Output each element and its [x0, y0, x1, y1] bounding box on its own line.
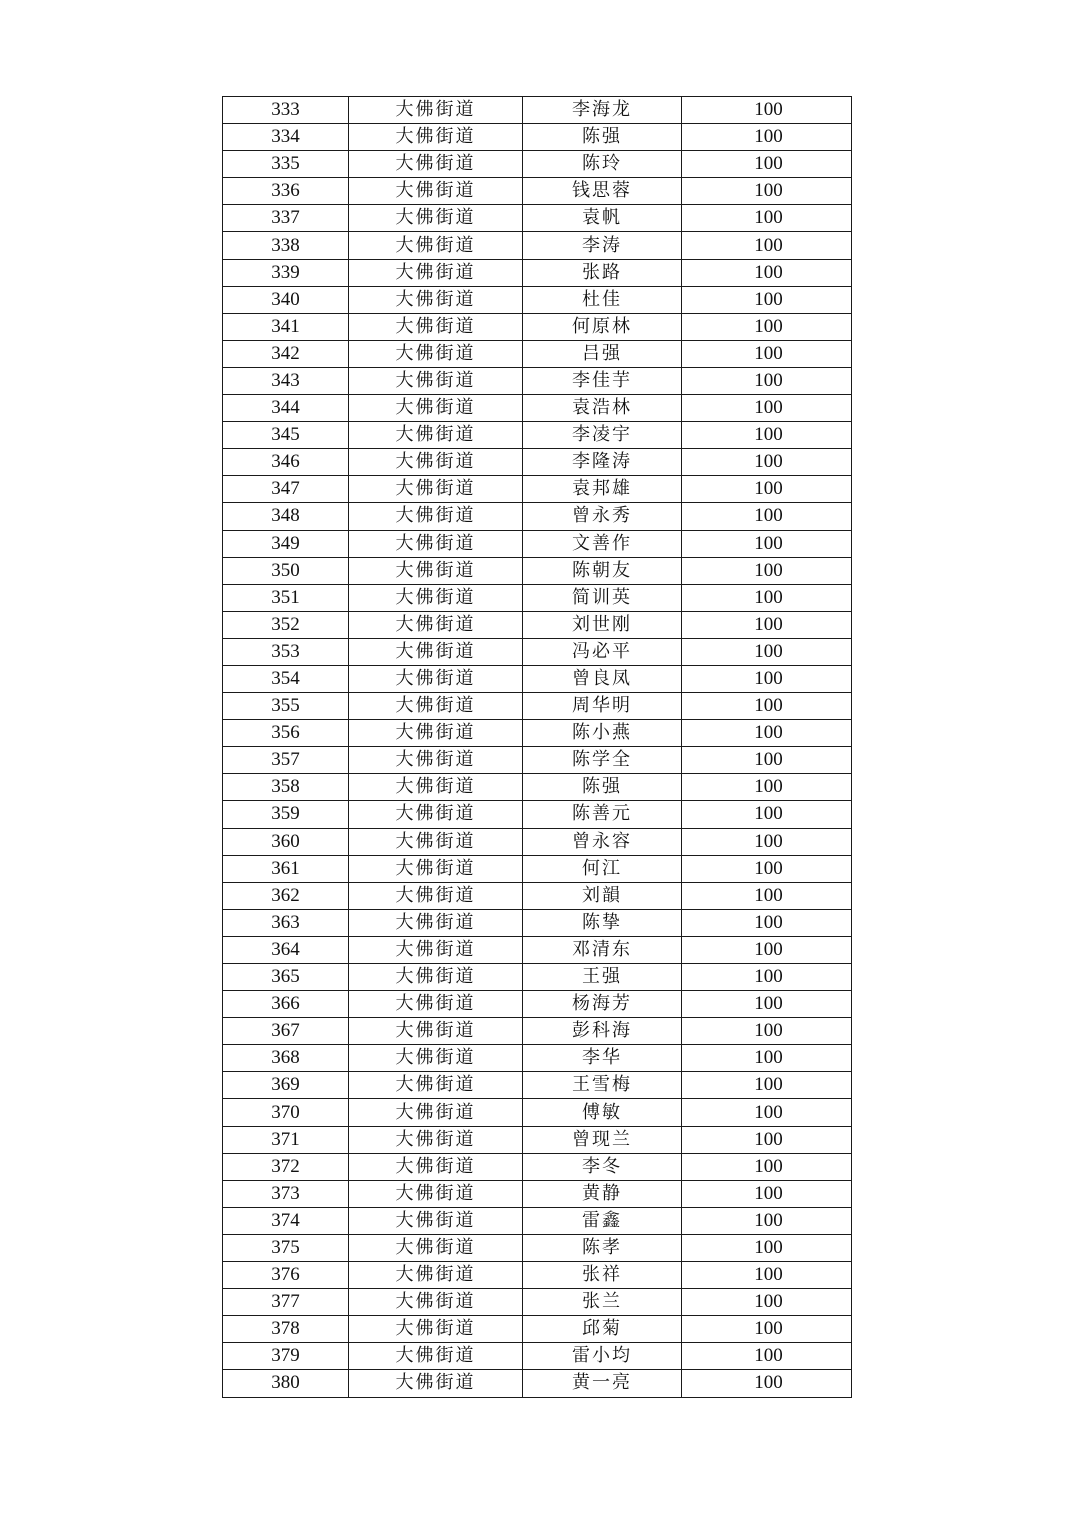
table-row — [223, 395, 852, 422]
amount-cell: 100 — [682, 936, 852, 963]
amount-cell: 100 — [682, 151, 852, 178]
amount-cell: 100 — [682, 991, 852, 1018]
amount-cell: 100 — [682, 964, 852, 991]
table-row — [223, 611, 852, 638]
amount-cell: 100 — [682, 693, 852, 720]
name-cell: 张路 — [523, 259, 682, 286]
table-row — [223, 1207, 852, 1234]
name-cell: 李隆涛 — [523, 449, 682, 476]
table-row — [223, 882, 852, 909]
name-cell: 陈玲 — [523, 151, 682, 178]
name-cell: 邓清东 — [523, 936, 682, 963]
street-cell: 大佛街道 — [349, 476, 523, 503]
name-cell: 简训英 — [523, 584, 682, 611]
row-number-cell: 373 — [223, 1180, 349, 1207]
amount-cell: 100 — [682, 422, 852, 449]
row-number-cell: 362 — [223, 882, 349, 909]
table-row — [223, 259, 852, 286]
table-row — [223, 232, 852, 259]
table-row — [223, 124, 852, 151]
street-cell: 大佛街道 — [349, 1262, 523, 1289]
table-row — [223, 1289, 852, 1316]
roster-table-body — [223, 97, 852, 1398]
amount-cell: 100 — [682, 340, 852, 367]
name-cell: 文善作 — [523, 530, 682, 557]
street-cell: 大佛街道 — [349, 1207, 523, 1234]
name-cell: 李冬 — [523, 1153, 682, 1180]
name-cell: 张兰 — [523, 1289, 682, 1316]
amount-cell: 100 — [682, 747, 852, 774]
amount-cell: 100 — [682, 557, 852, 584]
name-cell: 袁浩林 — [523, 395, 682, 422]
amount-cell: 100 — [682, 611, 852, 638]
amount-cell: 100 — [682, 259, 852, 286]
table-row — [223, 367, 852, 394]
amount-cell: 100 — [682, 178, 852, 205]
row-number-cell: 365 — [223, 964, 349, 991]
street-cell: 大佛街道 — [349, 503, 523, 530]
row-number-cell: 342 — [223, 340, 349, 367]
table-row — [223, 97, 852, 124]
name-cell: 黄静 — [523, 1180, 682, 1207]
amount-cell: 100 — [682, 1316, 852, 1343]
name-cell: 袁邦雄 — [523, 476, 682, 503]
name-cell: 何原林 — [523, 313, 682, 340]
name-cell: 李华 — [523, 1045, 682, 1072]
table-row — [223, 855, 852, 882]
amount-cell: 100 — [682, 232, 852, 259]
street-cell: 大佛街道 — [349, 665, 523, 692]
street-cell: 大佛街道 — [349, 1126, 523, 1153]
row-number-cell: 376 — [223, 1262, 349, 1289]
row-number-cell: 368 — [223, 1045, 349, 1072]
name-cell: 黄一亮 — [523, 1370, 682, 1397]
row-number-cell: 341 — [223, 313, 349, 340]
name-cell: 邱菊 — [523, 1316, 682, 1343]
row-number-cell: 377 — [223, 1289, 349, 1316]
street-cell: 大佛街道 — [349, 1370, 523, 1397]
amount-cell: 100 — [682, 503, 852, 530]
amount-cell: 100 — [682, 449, 852, 476]
table-row — [223, 1045, 852, 1072]
row-number-cell: 375 — [223, 1234, 349, 1261]
table-row — [223, 1180, 852, 1207]
row-number-cell: 361 — [223, 855, 349, 882]
row-number-cell: 369 — [223, 1072, 349, 1099]
street-cell: 大佛街道 — [349, 259, 523, 286]
table-row — [223, 584, 852, 611]
name-cell: 陈善元 — [523, 801, 682, 828]
street-cell: 大佛街道 — [349, 882, 523, 909]
name-cell: 陈小燕 — [523, 720, 682, 747]
name-cell: 刘世刚 — [523, 611, 682, 638]
amount-cell: 100 — [682, 1099, 852, 1126]
street-cell: 大佛街道 — [349, 205, 523, 232]
table-row — [223, 665, 852, 692]
amount-cell: 100 — [682, 1018, 852, 1045]
amount-cell: 100 — [682, 395, 852, 422]
name-cell: 傅敏 — [523, 1099, 682, 1126]
table-row — [223, 530, 852, 557]
row-number-cell: 358 — [223, 774, 349, 801]
table-row — [223, 1370, 852, 1397]
amount-cell: 100 — [682, 584, 852, 611]
name-cell: 李凌宇 — [523, 422, 682, 449]
table-row — [223, 1018, 852, 1045]
street-cell: 大佛街道 — [349, 124, 523, 151]
row-number-cell: 344 — [223, 395, 349, 422]
table-row — [223, 449, 852, 476]
street-cell: 大佛街道 — [349, 530, 523, 557]
street-cell: 大佛街道 — [349, 936, 523, 963]
amount-cell: 100 — [682, 1234, 852, 1261]
table-row — [223, 1316, 852, 1343]
row-number-cell: 357 — [223, 747, 349, 774]
name-cell: 李佳芋 — [523, 367, 682, 394]
row-number-cell: 371 — [223, 1126, 349, 1153]
row-number-cell: 339 — [223, 259, 349, 286]
row-number-cell: 353 — [223, 638, 349, 665]
street-cell: 大佛街道 — [349, 313, 523, 340]
table-row — [223, 1072, 852, 1099]
table-row — [223, 1343, 852, 1370]
amount-cell: 100 — [682, 124, 852, 151]
table-row — [223, 1234, 852, 1261]
amount-cell: 100 — [682, 530, 852, 557]
street-cell: 大佛街道 — [349, 774, 523, 801]
amount-cell: 100 — [682, 1262, 852, 1289]
row-number-cell: 338 — [223, 232, 349, 259]
amount-cell: 100 — [682, 286, 852, 313]
row-number-cell: 337 — [223, 205, 349, 232]
row-number-cell: 367 — [223, 1018, 349, 1045]
street-cell: 大佛街道 — [349, 178, 523, 205]
street-cell: 大佛街道 — [349, 97, 523, 124]
name-cell: 刘韻 — [523, 882, 682, 909]
name-cell: 陈孝 — [523, 1234, 682, 1261]
name-cell: 陈挚 — [523, 909, 682, 936]
table-row — [223, 936, 852, 963]
street-cell: 大佛街道 — [349, 855, 523, 882]
street-cell: 大佛街道 — [349, 1018, 523, 1045]
amount-cell: 100 — [682, 1343, 852, 1370]
street-cell: 大佛街道 — [349, 1072, 523, 1099]
row-number-cell: 350 — [223, 557, 349, 584]
street-cell: 大佛街道 — [349, 747, 523, 774]
row-number-cell: 349 — [223, 530, 349, 557]
row-number-cell: 343 — [223, 367, 349, 394]
amount-cell: 100 — [682, 313, 852, 340]
table-row — [223, 205, 852, 232]
table-row — [223, 638, 852, 665]
row-number-cell: 336 — [223, 178, 349, 205]
row-number-cell: 335 — [223, 151, 349, 178]
street-cell: 大佛街道 — [349, 367, 523, 394]
amount-cell: 100 — [682, 1045, 852, 1072]
street-cell: 大佛街道 — [349, 422, 523, 449]
amount-cell: 100 — [682, 1180, 852, 1207]
table-row — [223, 286, 852, 313]
amount-cell: 100 — [682, 855, 852, 882]
street-cell: 大佛街道 — [349, 638, 523, 665]
amount-cell: 100 — [682, 882, 852, 909]
row-number-cell: 348 — [223, 503, 349, 530]
street-cell: 大佛街道 — [349, 909, 523, 936]
street-cell: 大佛街道 — [349, 801, 523, 828]
table-row — [223, 720, 852, 747]
amount-cell: 100 — [682, 909, 852, 936]
table-row — [223, 693, 852, 720]
name-cell: 曾现兰 — [523, 1126, 682, 1153]
street-cell: 大佛街道 — [349, 1153, 523, 1180]
name-cell: 李涛 — [523, 232, 682, 259]
name-cell: 何江 — [523, 855, 682, 882]
row-number-cell: 374 — [223, 1207, 349, 1234]
row-number-cell: 352 — [223, 611, 349, 638]
table-row — [223, 313, 852, 340]
row-number-cell: 345 — [223, 422, 349, 449]
street-cell: 大佛街道 — [349, 964, 523, 991]
street-cell: 大佛街道 — [349, 1343, 523, 1370]
street-cell: 大佛街道 — [349, 720, 523, 747]
name-cell: 曾永容 — [523, 828, 682, 855]
table-row — [223, 422, 852, 449]
amount-cell: 100 — [682, 476, 852, 503]
table-row — [223, 1099, 852, 1126]
table-row — [223, 557, 852, 584]
street-cell: 大佛街道 — [349, 1099, 523, 1126]
row-number-cell: 351 — [223, 584, 349, 611]
table-row — [223, 747, 852, 774]
name-cell: 陈强 — [523, 124, 682, 151]
amount-cell: 100 — [682, 774, 852, 801]
row-number-cell: 340 — [223, 286, 349, 313]
row-number-cell: 378 — [223, 1316, 349, 1343]
amount-cell: 100 — [682, 1126, 852, 1153]
street-cell: 大佛街道 — [349, 286, 523, 313]
roster-sheet — [222, 96, 851, 1398]
street-cell: 大佛街道 — [349, 1045, 523, 1072]
name-cell: 陈朝友 — [523, 557, 682, 584]
table-row — [223, 909, 852, 936]
name-cell: 雷鑫 — [523, 1207, 682, 1234]
row-number-cell: 334 — [223, 124, 349, 151]
row-number-cell: 359 — [223, 801, 349, 828]
name-cell: 陈学全 — [523, 747, 682, 774]
name-cell: 王雪梅 — [523, 1072, 682, 1099]
name-cell: 曾永秀 — [523, 503, 682, 530]
street-cell: 大佛街道 — [349, 1316, 523, 1343]
table-row — [223, 503, 852, 530]
amount-cell: 100 — [682, 1207, 852, 1234]
name-cell: 袁帆 — [523, 205, 682, 232]
name-cell: 钱思蓉 — [523, 178, 682, 205]
name-cell: 陈强 — [523, 774, 682, 801]
table-row — [223, 964, 852, 991]
street-cell: 大佛街道 — [349, 340, 523, 367]
name-cell: 李海龙 — [523, 97, 682, 124]
table-row — [223, 476, 852, 503]
row-number-cell: 356 — [223, 720, 349, 747]
table-row — [223, 801, 852, 828]
street-cell: 大佛街道 — [349, 1289, 523, 1316]
amount-cell: 100 — [682, 638, 852, 665]
table-row — [223, 1262, 852, 1289]
name-cell: 彭科海 — [523, 1018, 682, 1045]
amount-cell: 100 — [682, 367, 852, 394]
table-row — [223, 828, 852, 855]
table-row — [223, 340, 852, 367]
table-row — [223, 991, 852, 1018]
street-cell: 大佛街道 — [349, 1180, 523, 1207]
amount-cell: 100 — [682, 1370, 852, 1397]
row-number-cell: 360 — [223, 828, 349, 855]
row-number-cell: 355 — [223, 693, 349, 720]
name-cell: 冯必平 — [523, 638, 682, 665]
roster-table — [222, 96, 852, 1398]
row-number-cell: 370 — [223, 1099, 349, 1126]
street-cell: 大佛街道 — [349, 1234, 523, 1261]
table-row — [223, 774, 852, 801]
row-number-cell: 333 — [223, 97, 349, 124]
name-cell: 王强 — [523, 964, 682, 991]
name-cell: 雷小均 — [523, 1343, 682, 1370]
street-cell: 大佛街道 — [349, 151, 523, 178]
street-cell: 大佛街道 — [349, 584, 523, 611]
amount-cell: 100 — [682, 801, 852, 828]
table-row — [223, 1153, 852, 1180]
row-number-cell: 354 — [223, 665, 349, 692]
row-number-cell: 366 — [223, 991, 349, 1018]
amount-cell: 100 — [682, 828, 852, 855]
name-cell: 吕强 — [523, 340, 682, 367]
row-number-cell: 380 — [223, 1370, 349, 1397]
street-cell: 大佛街道 — [349, 828, 523, 855]
name-cell: 张祥 — [523, 1262, 682, 1289]
amount-cell: 100 — [682, 720, 852, 747]
street-cell: 大佛街道 — [349, 232, 523, 259]
amount-cell: 100 — [682, 1072, 852, 1099]
row-number-cell: 346 — [223, 449, 349, 476]
street-cell: 大佛街道 — [349, 693, 523, 720]
amount-cell: 100 — [682, 1153, 852, 1180]
amount-cell: 100 — [682, 665, 852, 692]
name-cell: 周华明 — [523, 693, 682, 720]
name-cell: 曾良凤 — [523, 665, 682, 692]
table-row — [223, 178, 852, 205]
street-cell: 大佛街道 — [349, 991, 523, 1018]
row-number-cell: 363 — [223, 909, 349, 936]
name-cell: 杨海芳 — [523, 991, 682, 1018]
row-number-cell: 379 — [223, 1343, 349, 1370]
amount-cell: 100 — [682, 205, 852, 232]
street-cell: 大佛街道 — [349, 557, 523, 584]
amount-cell: 100 — [682, 97, 852, 124]
row-number-cell: 372 — [223, 1153, 349, 1180]
row-number-cell: 347 — [223, 476, 349, 503]
table-row — [223, 151, 852, 178]
name-cell: 杜佳 — [523, 286, 682, 313]
street-cell: 大佛街道 — [349, 611, 523, 638]
amount-cell: 100 — [682, 1289, 852, 1316]
street-cell: 大佛街道 — [349, 395, 523, 422]
street-cell: 大佛街道 — [349, 449, 523, 476]
table-row — [223, 1126, 852, 1153]
row-number-cell: 364 — [223, 936, 349, 963]
